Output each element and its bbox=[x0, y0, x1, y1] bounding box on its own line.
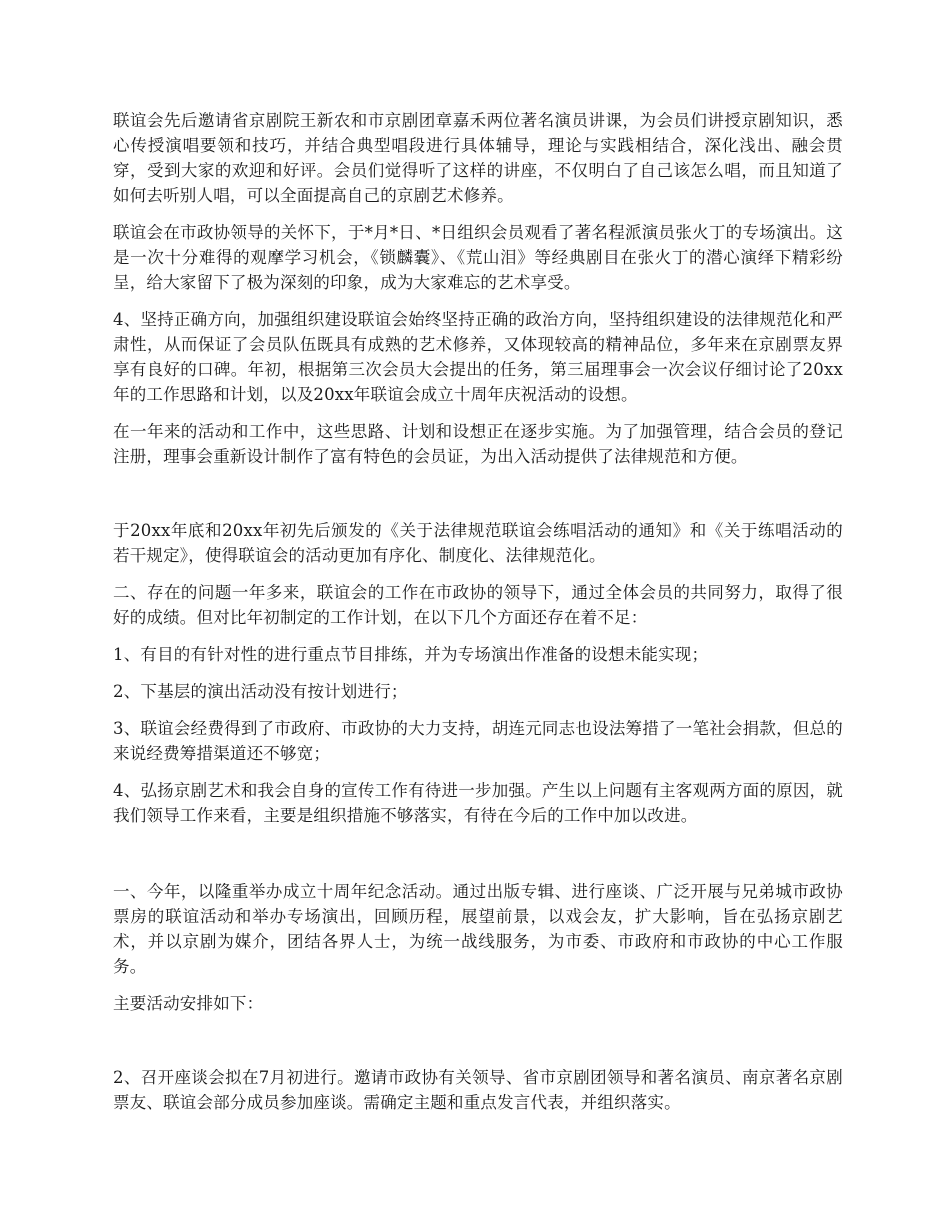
paragraph-problem-1: 1、有目的有针对性的进行重点节目排练，并为专场演出作准备的设想未能实现； bbox=[113, 645, 709, 664]
paragraph-symposium: 2、召开座谈会拟在7月初进行。邀请市政协有关领导、省市京剧团领导和著名演员、南京著名京剧票友、联谊会部分成员参加座谈。需确定主题和重点发言代表，并组织落实。 bbox=[113, 1068, 843, 1112]
paragraph-problem-2: 2、下基层的演出活动没有按计划进行； bbox=[113, 682, 408, 701]
paragraph-regulations: 于20xx年底和20xx年初先后颁发的《关于法律规范联谊会练唱活动的通知》和《关于练唱活动的若干规定》，使得联谊会的活动更加有序化、制度化、法律规范化。 bbox=[113, 521, 843, 565]
section-spacer bbox=[113, 481, 843, 518]
paragraph-anniversary-plan: 一、今年，以隆重举办成立十周年纪念活动。通过出版专辑、进行座谈、广泛开展与兄弟城市政协票房的联谊活动和举办专场演出，回顾历程，展望前景，以戏会友，扩大影响，旨在弘扬京剧艺术，并以京剧为媒介，团结各界人士，为统一战线服务，为市委、市政府和市政协的中心工作服务。 bbox=[113, 882, 843, 976]
paragraph-activity-intro: 主要活动安排如下： bbox=[113, 994, 264, 1013]
paragraph-problems-intro: 二、存在的问题一年多来，联谊会的工作在市政协的领导下，通过全体会员的共同努力，取得了很好的成绩。但对比年初制定的工作计划，在以下几个方面还存在着不足： bbox=[113, 583, 843, 627]
paragraph-performance: 联谊会在市政协领导的关怀下，于*月*日、*日组织会员观看了著名程派演员张火丁的专场演出。这是一次十分难得的观摩学习机会，《锁麟囊》、《荒山泪》等经典剧目在张火丁的潜心演绎下精彩纷呈，给大家留下了极为深刻的印象，成为大家难忘的艺术享受。 bbox=[113, 223, 843, 292]
paragraph-implementation: 在一年来的活动和工作中，这些思路、计划和设想正在逐步实施。为了加强管理，结合会员的登记注册，理事会重新设计制作了富有特色的会员证，为出入活动提供了法律规范和方便。 bbox=[113, 422, 843, 466]
section-spacer bbox=[113, 1028, 843, 1065]
document-body bbox=[113, 108, 843, 1127]
paragraph-problem-3: 3、联谊会经费得到了市政府、市政协的大力支持，胡连元同志也设法筹措了一笔社会捐款，但总的来说经费筹措渠道还不够宽； bbox=[113, 719, 843, 763]
paragraph-problem-4: 4、弘扬京剧艺术和我会自身的宣传工作有待进一步加强。产生以上问题有主客观两方面的原因，就我们领导工作来看，主要是组织措施不够落实，有待在今后的工作中加以改进。 bbox=[113, 781, 843, 825]
paragraph-organization: 4、坚持正确方向，加强组织建设联谊会始终坚持正确的政治方向，坚持组织建设的法律规范化和严肃性，从而保证了会员队伍既具有成熟的艺术修养，又体现较高的精神品位，多年来在京剧票友界享有良好的口碑。年初，根据第三次会员大会提出的任务，第三届理事会一次会议仔细讨论了20xx年的工作思路和计划，以及20xx年联谊会成立十周年庆祝活动的设想。 bbox=[113, 310, 843, 404]
paragraph-lecture: 联谊会先后邀请省京剧院王新农和市京剧团章嘉禾两位著名演员讲课，为会员们讲授京剧知识，悉心传授演唱要领和技巧，并结合典型唱段进行具体辅导，理论与实践相结合，深化浅出、融会贯穿，受到大家的欢迎和好评。会员们觉得听了这样的讲座，不仅明白了自己该怎么唱，而且知道了如何去听别人唱，可以全面提高自己的京剧艺术修养。 bbox=[113, 111, 843, 205]
section-spacer bbox=[113, 840, 843, 879]
